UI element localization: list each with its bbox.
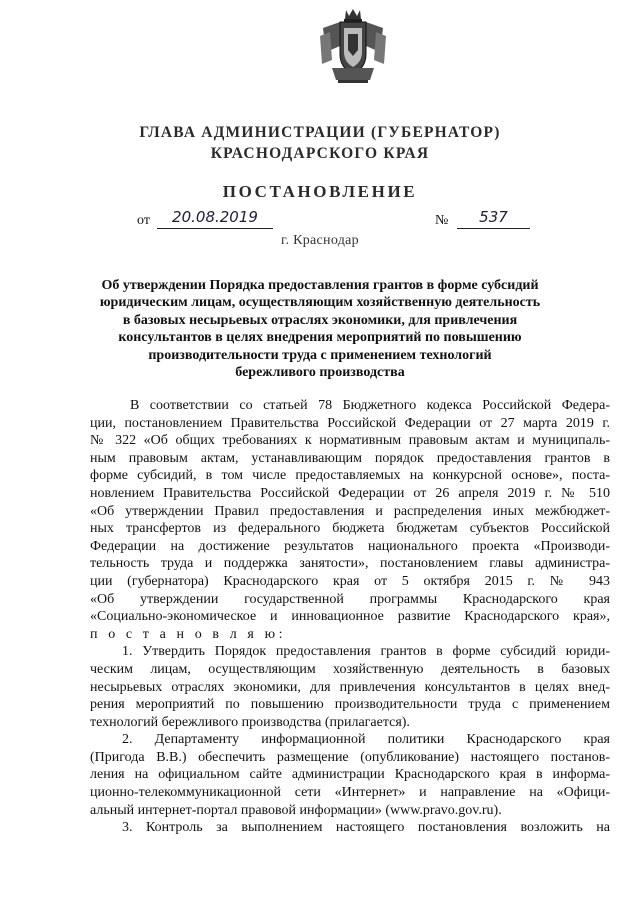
subject-line: бережливого производства [235,365,405,381]
body-line: ным правовым актам, устанавливающим порядок предоставления грантов в [90,450,610,466]
subject-line: юридическим лицам, осуществляющим хозяйственную деятельность [99,295,541,311]
body-line: «Об утверждении Правил предоставления и распределения иных межбюджет- [90,503,610,519]
document-body [90,397,610,837]
coat-of-arms-emblem [318,6,388,86]
city: г. Краснодар [281,233,359,248]
document-date: 20.08.2019 [157,207,273,229]
body-line: альный интернет-портал правовой информации» (www.pravo.gov.ru). [90,802,502,818]
subject-line: в базовых несырьевых отраслях экономики, для привлечения [122,312,518,328]
body-line: «Социально-экономическое и инновационное развитие Краснодарского края», [90,609,610,625]
number-label: № [435,213,449,228]
body-line: новлением Правительства Российской Федерации от 26 апреля 2019 г. № 510 [90,485,610,501]
region-title: КРАСНОДАРСКОГО КРАЯ [210,145,430,162]
body-line: ческим лицам, осуществляющим хозяйственную деятельность в базовых [90,661,610,677]
body-line: 3. Контроль за выполнением настоящего постановления возложить на [122,820,610,836]
subject-line: консультантов в целях внедрения мероприятий по повышению [118,330,522,346]
document-number: 537 [457,207,530,229]
body-line: 2. Департаменту информационной политики Краснодарского края [122,732,610,748]
body-line: (Пригода В.В.) обеспечить размещение (опубликование) настоящего постанов- [90,749,610,765]
subject-line: производительности труда с применением технологий [148,347,492,363]
body-line: ции (губернатора) Краснодарского края от 5 октября 2015 г. № 943 [90,573,610,589]
body-line: ционно-телекоммуникационной сети «Интернет» и направление на «Офици- [90,785,610,801]
body-line: № 322 «Об общих требованиях к нормативным правовым актам и муниципаль- [90,433,610,449]
body-line: В соответствии со статьей 78 Бюджетного кодекса Российской Федера- [130,398,610,413]
subject-line: Об утверждении Порядка предоставления грантов в форме субсидий [101,278,539,293]
document-type: ПОСТАНОВЛЕНИЕ [222,182,418,201]
body-line: Федерации на достижение результатов национального проекта «Производи- [90,538,610,554]
body-line: ции, постановлением Правительства Российской Федерации от 27 марта 2019 г. [90,415,610,431]
body-line: ления на официальном сайте администрации Краснодарского края в информа- [90,767,610,783]
document-subject [90,277,550,381]
authority-title: ГЛАВА АДМИНИСТРАЦИИ (ГУБЕРНАТОР) [139,124,501,141]
date-label: от [137,213,150,228]
body-line: 1. Утвердить Порядок предоставления грантов в форме субсидий юриди- [122,644,610,660]
body-line: несырьевых отраслях экономики, для привлечения консультантов в целях внед- [90,679,610,695]
body-line: рения мероприятий по повышению производительности труда с применением [90,697,610,713]
body-line: ных трансфертов из федерального бюджета бюджетам субъектов Российской [90,521,610,537]
body-line: «Об утверждении государственной программы Краснодарского края [90,591,610,607]
resolution-word: п о с т а н о в л я ю: [90,626,287,642]
date-number-row [0,207,640,233]
body-line: тельность труда и поддержка занятости», постановлением главы администра- [90,556,610,572]
body-line: технологий бережливого производства (прилагается). [90,714,410,730]
body-line: форме субсидий, в том числе предоставляемых на конкурсной основе», поста- [90,468,610,484]
